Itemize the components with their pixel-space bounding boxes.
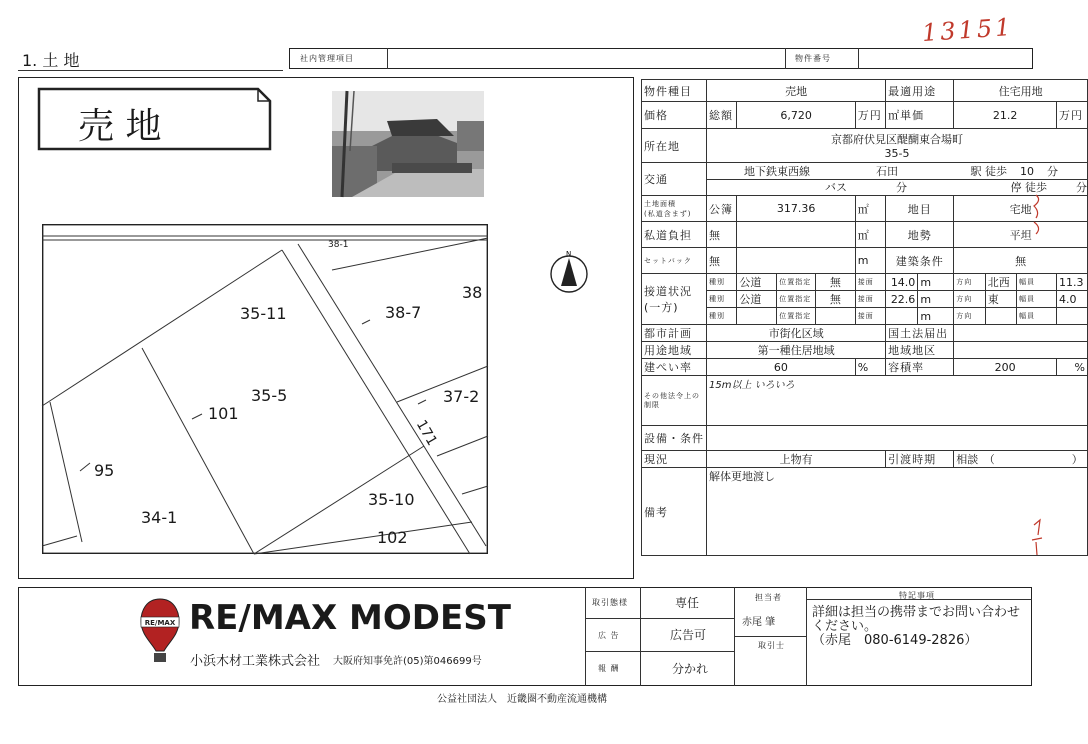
land-area-value: 317.36 bbox=[737, 196, 855, 222]
current-label: 現況 bbox=[642, 451, 707, 468]
lot-label: 38-1 bbox=[328, 240, 349, 250]
coverage-label: 建ぺい率 bbox=[642, 359, 707, 376]
transaction-value: 専任 bbox=[675, 596, 700, 610]
handover-label: 引渡時期 bbox=[886, 451, 954, 468]
road-width: 4.0 bbox=[1056, 291, 1087, 308]
lot-label: 95 bbox=[94, 461, 115, 480]
other-value: 15m以上 いろいろ bbox=[707, 376, 1088, 426]
zone-label: 用途地域 bbox=[642, 342, 707, 359]
coverage-value: 60 bbox=[707, 359, 856, 376]
building-cond-label: 建築条件 bbox=[886, 248, 954, 274]
lot-label: 35-5 bbox=[251, 386, 288, 405]
zone-value: 第一種住居地域 bbox=[707, 342, 886, 359]
special-notes-line3: （赤尾 080-6149-2826） bbox=[812, 633, 978, 648]
land-area-label: 土地面積 (私道含まず) bbox=[642, 196, 707, 222]
road-frontage: 22.6 bbox=[886, 291, 918, 308]
sqm-unit: ㎡ bbox=[855, 196, 885, 222]
road-kind: 公道 bbox=[737, 291, 777, 308]
mgmt-label: 社内管理項目 bbox=[300, 54, 354, 63]
price-value: 6,720 bbox=[737, 102, 855, 129]
person-value: 赤尾 肇 bbox=[742, 617, 776, 628]
road-width: 11.3 bbox=[1056, 274, 1087, 291]
terrain-label: 地勢 bbox=[886, 222, 954, 248]
license-number: 大阪府知事免許(05)第046699号 bbox=[333, 656, 482, 667]
margin-handwriting bbox=[1028, 190, 1048, 570]
north-arrow-icon bbox=[549, 246, 589, 294]
property-no-label: 物件番号 bbox=[795, 54, 831, 63]
handover-value: 相談 （ ） bbox=[954, 451, 1088, 468]
property-photo bbox=[332, 91, 484, 197]
section-title: 1. 土 地 bbox=[22, 51, 80, 70]
person-label: 担当者 bbox=[755, 593, 782, 602]
land-law-label: 国土法届出 bbox=[886, 325, 954, 342]
transaction-label: 取引態様 bbox=[592, 598, 628, 607]
lot-label: 102 bbox=[377, 528, 408, 547]
banner-title: 売 地 bbox=[78, 106, 162, 147]
lot-label: 171 bbox=[412, 417, 440, 449]
svg-text:RE/MAX: RE/MAX bbox=[144, 619, 176, 627]
lot-label: 35-10 bbox=[368, 490, 415, 509]
lot-label: 37-2 bbox=[443, 387, 480, 406]
lot-label: 34-1 bbox=[141, 508, 178, 527]
type-value: 売地 bbox=[707, 80, 886, 102]
use-value: 住宅用地 bbox=[954, 80, 1088, 102]
road-direction: 東 bbox=[985, 291, 1016, 308]
road-label: 接道状況 (一方) bbox=[642, 274, 707, 325]
facility-label: 設備・条件 bbox=[642, 426, 707, 451]
transport-label: 交通 bbox=[642, 163, 707, 196]
svg-text:N: N bbox=[566, 250, 572, 258]
spec-table: 物件種目 売地 最適用途 住宅用地 価格 総額 6,720 万円 ㎡単価 21.2 万円 所在地 京都府伏見区醍醐東合場町 35-5 交通 地下鉄東西線 石田 駅 徒歩 10 分 バス 分 停 徒歩 分 土地面積 (私道含まず) 公簿 317.36 ㎡ 地目 宅地 私道負担 無 ㎡ 地勢 平坦 セットバック 無 m 建築条件 無 接道状況 (一方) 種別 公道 位置指定 無 接面 14.0 m 方向 北西 幅員 11.3 種別 公道 位置指定 無 接面 22.6 m 方向 東 幅員 4.0 種別 位置指定 接面 m 方向 幅員 都市計画 市街化区域 国土法届出 用途地域 第一種住居地域 地域地区 建ぺい率 60 % 容積率 200 % その他法令上の制限 15m以上 いろいろ 設備・条件 現況 上物有 引渡時期 相談 （ ） 備考 解体更地渡し bbox=[641, 79, 1088, 556]
unit-price-label: ㎡単価 bbox=[886, 102, 954, 129]
location-label: 所在地 bbox=[642, 129, 707, 163]
agent-label: 取引士 bbox=[758, 641, 785, 650]
fee-label: 報 酬 bbox=[598, 664, 620, 673]
setback-label: セットバック bbox=[642, 248, 707, 274]
chimoku-label: 地目 bbox=[886, 196, 954, 222]
road-frontage: 14.0 bbox=[886, 274, 918, 291]
unit-price-value: 21.2 bbox=[954, 102, 1057, 129]
lot-label: 38-7 bbox=[385, 303, 422, 322]
lot-label: 35-11 bbox=[240, 304, 287, 323]
registry-label: 公簿 bbox=[707, 196, 737, 222]
remax-balloon-icon bbox=[140, 597, 180, 669]
association-name: 公益社団法人 近畿圏不動産流通機構 bbox=[437, 694, 607, 705]
ad-label: 広 告 bbox=[598, 631, 620, 640]
private-road-value: 無 bbox=[707, 222, 737, 248]
price-label: 価格 bbox=[642, 102, 707, 129]
special-notes-line1: 詳細は担当の携帯までお問い合わせ bbox=[812, 605, 1021, 620]
terrain-value: 平坦 bbox=[954, 222, 1088, 248]
lot-label: 38 bbox=[462, 283, 483, 302]
chimoku-value: 宅地 bbox=[954, 196, 1088, 222]
far-label: 容積率 bbox=[886, 359, 954, 376]
type-label: 物件種目 bbox=[642, 80, 707, 102]
company-name: 小浜木材工業株式会社 bbox=[190, 654, 321, 669]
handwritten-number: 13151 bbox=[921, 12, 1015, 48]
header-rule bbox=[18, 70, 283, 71]
road-direction: 北西 bbox=[985, 274, 1016, 291]
management-row bbox=[289, 48, 1033, 69]
district-label: 地域地区 bbox=[886, 342, 954, 359]
notes-label: 備考 bbox=[642, 468, 707, 556]
transport-value: 地下鉄東西線 石田 駅 徒歩 10 分 バス 分 停 徒歩 分 bbox=[707, 163, 1088, 196]
notes-value: 解体更地渡し bbox=[707, 468, 1088, 556]
private-road-label: 私道負担 bbox=[642, 222, 707, 248]
unit-price-unit: 万円 bbox=[1056, 102, 1087, 129]
fee-value: 分かれ bbox=[672, 662, 709, 676]
building-cond-value: 無 bbox=[954, 248, 1088, 274]
current-value: 上物有 bbox=[707, 451, 886, 468]
price-unit: 万円 bbox=[855, 102, 885, 129]
special-notes-line2: ください。 bbox=[812, 619, 878, 634]
setback-value: 無 bbox=[707, 248, 737, 274]
total-label: 総額 bbox=[707, 102, 737, 129]
other-label: その他法令上の制限 bbox=[642, 376, 707, 426]
lot-label: 101 bbox=[208, 404, 239, 423]
far-value: 200 bbox=[954, 359, 1057, 376]
road-kind: 公道 bbox=[737, 274, 777, 291]
location-value: 京都府伏見区醍醐東合場町 35-5 bbox=[707, 129, 1088, 163]
setback-unit: m bbox=[855, 248, 885, 274]
brand-name: RE/MAX MODEST bbox=[189, 598, 511, 638]
use-label: 最適用途 bbox=[886, 80, 954, 102]
private-road-unit: ㎡ bbox=[855, 222, 885, 248]
special-notes-label: 特記事項 bbox=[899, 591, 935, 600]
city-plan-value: 市街化区域 bbox=[707, 325, 886, 342]
ad-value: 広告可 bbox=[670, 628, 707, 642]
city-plan-label: 都市計画 bbox=[642, 325, 707, 342]
